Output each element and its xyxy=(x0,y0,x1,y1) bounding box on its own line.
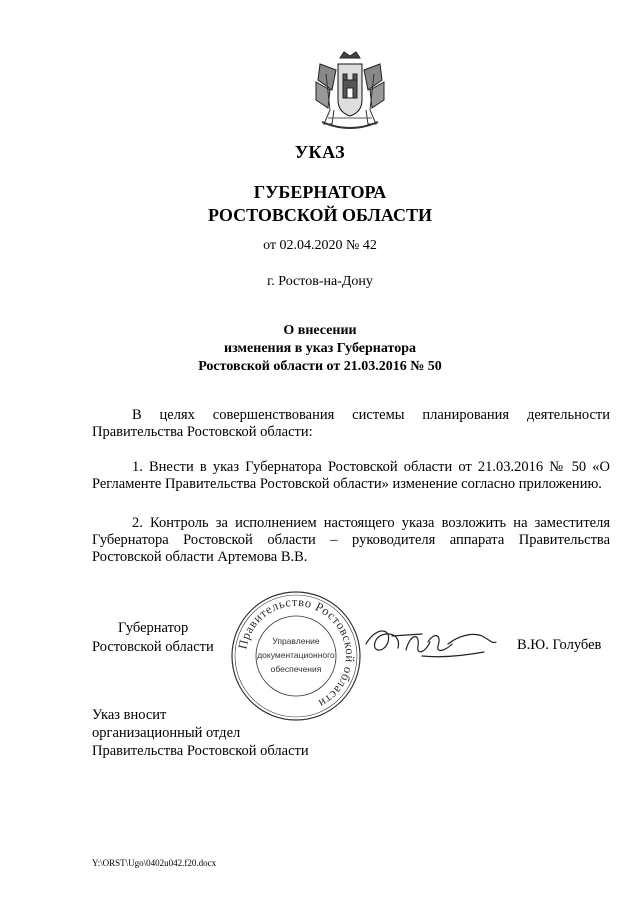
sender-block xyxy=(92,706,412,760)
sender-line-3: Правительства Ростовской области xyxy=(92,743,309,759)
seal-center-line-3: обеспечения xyxy=(270,664,322,674)
city-line: г. Ростов-на-Дону xyxy=(267,274,373,289)
issuer-title xyxy=(0,181,640,227)
document-type-title: УКАЗ xyxy=(294,142,346,162)
preamble-text: В целях совершенствования системы планирования деятельности Правительства Ростовской области: xyxy=(92,407,610,440)
item-1-paragraph xyxy=(92,459,610,493)
signatory-name: В.Ю. Голубев xyxy=(517,637,602,653)
subject-line-2: изменения в указ Губернатора xyxy=(224,341,416,356)
item-2-text: 2. Контроль за исполнением настоящего указа возложить на заместителя Губернатора Ростовской области – руководителя аппарата Правительства Ростовской области Артемова В.В. xyxy=(92,515,610,565)
item-1-text: 1. Внести в указ Губернатора Ростовской области от 21.03.2016 № 50 «О Регламенте Правительства Ростовской области» изменение согласно приложению. xyxy=(92,459,610,492)
file-path-footer: Y:\ORST\Ugo\0402u042.f20.docx xyxy=(92,858,217,868)
handwritten-signature xyxy=(362,622,500,666)
preamble-paragraph xyxy=(92,407,610,441)
position-line-1: Губернатор xyxy=(118,620,189,636)
official-seal xyxy=(228,588,364,724)
date-number-line: от 02.04.2020 № 42 xyxy=(263,238,377,253)
seal-center-line-2: документационного xyxy=(257,650,335,660)
document-subject xyxy=(0,322,640,376)
subject-line-1: О внесении xyxy=(283,323,357,338)
issuer-line-2: РОСТОВСКОЙ ОБЛАСТИ xyxy=(208,205,432,225)
position-line-2: Ростовской области xyxy=(92,639,214,655)
coat-of-arms-emblem xyxy=(312,50,388,132)
sender-line-2: организационный отдел xyxy=(92,725,241,741)
seal-center-line-1: Управление xyxy=(272,636,320,646)
subject-line-3: Ростовской области от 21.03.2016 № 50 xyxy=(198,359,442,374)
sender-line-1: Указ вносит xyxy=(92,707,167,723)
seal-ring-text: Правительство Ростовской области xyxy=(235,594,358,711)
issuer-line-1: ГУБЕРНАТОРА xyxy=(253,182,387,202)
item-2-paragraph xyxy=(92,515,610,566)
